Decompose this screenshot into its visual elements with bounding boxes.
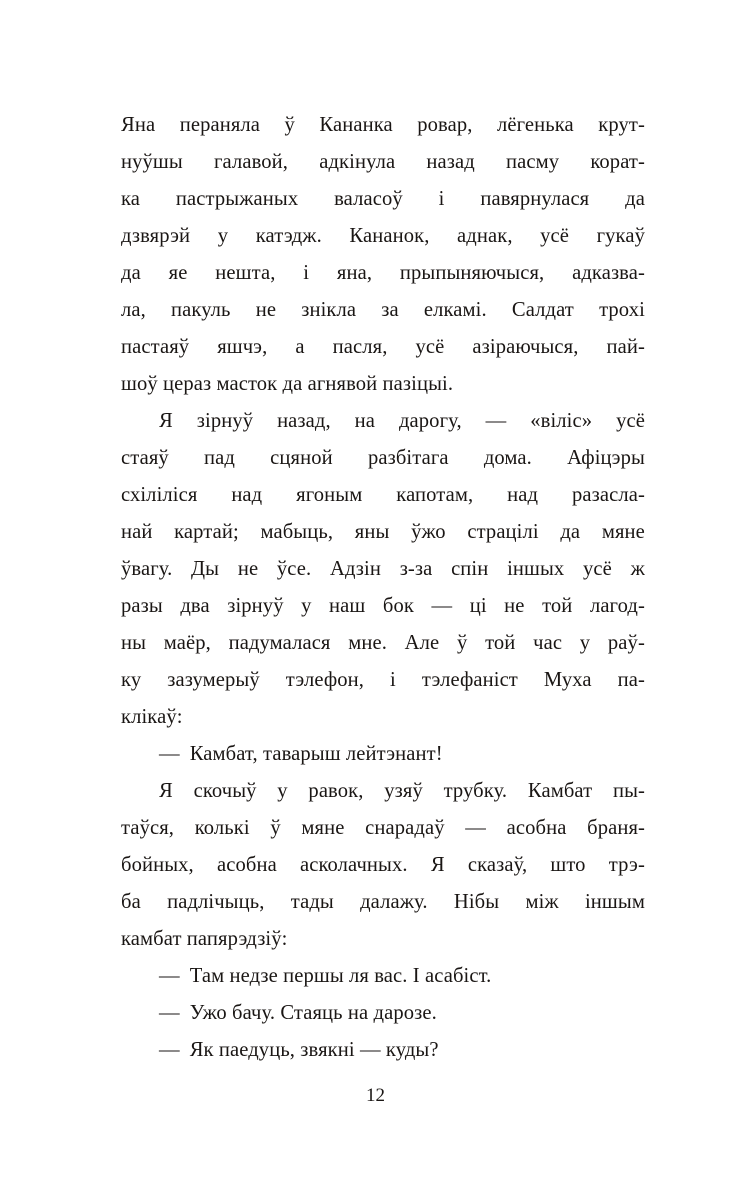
word: Але [404,632,440,654]
word: стаяў [121,447,169,469]
text-line [121,921,645,958]
word: за [381,299,399,321]
word: бойных, [121,854,194,876]
word: знікла [301,299,357,321]
word: таўся, [121,817,175,839]
word: і [303,262,310,284]
word: галавой, [214,151,289,173]
word: над [507,484,539,506]
word: падлічыць, [167,891,265,913]
text-line [121,699,645,736]
word: — [465,817,486,839]
word: па- [617,669,645,691]
word: валасоў [334,188,403,210]
word: дзвярэй [121,225,191,247]
word: не [504,595,525,617]
word: корат- [590,151,645,173]
word: браня- [587,817,645,839]
text-line [121,884,645,921]
word: іншым [584,891,645,913]
word: павярнулася [480,188,590,210]
word: пастрыжаных [175,188,299,210]
word: у [579,632,591,654]
word: прыпыняючыся, [399,262,545,284]
word: мяне [301,817,345,839]
word: ўжо [411,521,446,543]
word: пастаяў [121,336,190,358]
dialogue-dash: — [159,743,180,765]
word: Яна [121,114,156,136]
word: нуўшы [121,151,183,173]
word: пераняла [179,114,261,136]
text-line [121,1032,645,1069]
word: мабыць, [260,521,334,543]
word: усё [540,225,570,247]
word: адкінула [319,151,396,173]
word: ла, [121,299,146,321]
word: на [354,410,376,432]
word: яны [354,521,390,543]
word: тэлефон, [285,669,365,691]
word: яшчэ, [217,336,268,358]
dialogue-text: Як паедуць, звякні — куды? [189,1039,439,1061]
word: ку [121,669,142,691]
text-line [121,958,645,995]
word: Кананок, [349,225,430,247]
word: іншых [507,558,565,580]
word: да [625,188,645,210]
word: усё [415,336,445,358]
text-line [121,440,645,477]
word: у [217,225,229,247]
word: Я [159,410,173,432]
dialogue-text: Ужо бачу. Стаяць на дарозе. [189,1002,437,1024]
text-line [121,847,645,884]
word: схіліліся [121,484,198,506]
word: скочыў [193,780,257,802]
text-line [121,107,645,144]
word: гукаў [596,225,645,247]
word: зірнуў [227,595,284,617]
word: колькі [194,817,250,839]
word: трохі [599,299,645,321]
word: у [301,595,312,617]
line-text: клікаў: [121,706,183,728]
word: асколачных. [300,854,408,876]
word: — [485,410,507,432]
word: зазумерыў [167,669,260,691]
text-line [121,514,645,551]
word: асобна [506,817,567,839]
word: Нібы [453,891,500,913]
text-line [121,588,645,625]
word: крут- [598,114,645,136]
word: разбітага [367,447,449,469]
word: асобна [217,854,277,876]
word: усё [616,410,645,432]
word: ці [469,595,487,617]
word: а [295,336,305,358]
word: усё [583,558,612,580]
word: дома. [483,447,532,469]
word: ка [121,188,141,210]
word: трэ- [608,854,645,876]
word: наш [329,595,366,617]
word: ўсе. [276,558,312,580]
word: пад [204,447,235,469]
word: і [390,669,396,691]
word: елкамі. [423,299,487,321]
text-line [121,662,645,699]
word: спін [451,558,489,580]
word: Я [430,854,445,876]
word: тэлефаніст [421,669,518,691]
word: з-за [399,558,433,580]
word: узяў [384,780,423,802]
word: ўвагу. [121,558,173,580]
word: не [255,299,277,321]
text-line [121,773,645,810]
word: між [525,891,559,913]
word: лагод- [589,595,645,617]
word: азіраючыся, [472,336,579,358]
word: пасля, [332,336,388,358]
word: яна, [336,262,373,284]
word: Афіцэры [567,447,645,469]
word: дарогу, [398,410,462,432]
word: «віліс» [530,410,593,432]
word: той [485,632,516,654]
word: ж [630,558,645,580]
word: най [121,521,153,543]
word: аднак, [457,225,513,247]
word: да [121,262,141,284]
text-line [121,995,645,1032]
word: страцілі [467,521,539,543]
dialogue-text: Камбат, таварыш лейтэнант! [189,743,443,765]
word: пы- [612,780,645,802]
word: снарадаў [365,817,445,839]
text-line [121,181,645,218]
dialogue-text: Там недзе першы ля вас. І асабіст. [189,965,492,987]
word: разы [121,595,163,617]
word: пай- [606,336,645,358]
word: што [550,854,586,876]
word: катэдж. [255,225,322,247]
word: падумалася [228,632,331,654]
word: равок, [308,780,364,802]
word: ў [270,817,281,839]
word: яе [168,262,188,284]
word: Салдат [511,299,574,321]
page-text-block [121,107,645,1069]
word: зірнуў [196,410,254,432]
text-line [121,477,645,514]
word: да [560,521,581,543]
word: нешта, [215,262,276,284]
word: ў [284,114,295,136]
word: картай; [174,521,239,543]
word: той [542,595,573,617]
word: мяне [601,521,645,543]
word: час [533,632,563,654]
word: ны [121,632,147,654]
word: мне. [348,632,387,654]
word: назад [426,151,475,173]
word: бок [382,595,414,617]
word: раў- [607,632,645,654]
text-line [121,329,645,366]
word: — [431,595,453,617]
word: капотам, [396,484,474,506]
word: не [237,558,259,580]
word: трубку. [443,780,508,802]
dialogue-dash: — [159,1002,180,1024]
text-line [121,218,645,255]
dialogue-dash: — [159,1039,180,1061]
word: пакуль [171,299,231,321]
word: тады [290,891,334,913]
word: ровар, [417,114,473,136]
word: Ды [191,558,220,580]
word: у [277,780,288,802]
word: лёгенька [496,114,574,136]
word: адказва- [572,262,645,284]
word: два [180,595,210,617]
text-line [121,292,645,329]
text-line [121,736,645,773]
word: разасла- [572,484,645,506]
word: ягоным [296,484,363,506]
text-line [121,366,645,403]
text-line [121,551,645,588]
text-line [121,144,645,181]
line-text: камбат папярэдзіў: [121,928,288,950]
word: Муха [543,669,592,691]
word: сцяной [270,447,333,469]
word: Кананка [319,114,393,136]
text-line [121,255,645,292]
line-text: шоў цераз масток да агнявой пазіцыі. [121,373,454,395]
word: Адзін [330,558,381,580]
word: маёр, [163,632,211,654]
text-line [121,625,645,662]
word: далажу. [360,891,428,913]
word: Я [159,780,173,802]
dialogue-dash: — [159,965,180,987]
word: пасму [506,151,560,173]
word: ў [456,632,468,654]
word: Камбат [527,780,593,802]
word: ба [121,891,141,913]
page-number: 12 [366,1085,385,1106]
word: сказаў, [467,854,528,876]
word: і [438,188,445,210]
text-line [121,810,645,847]
word: назад, [277,410,331,432]
word: над [231,484,263,506]
text-line [121,403,645,440]
